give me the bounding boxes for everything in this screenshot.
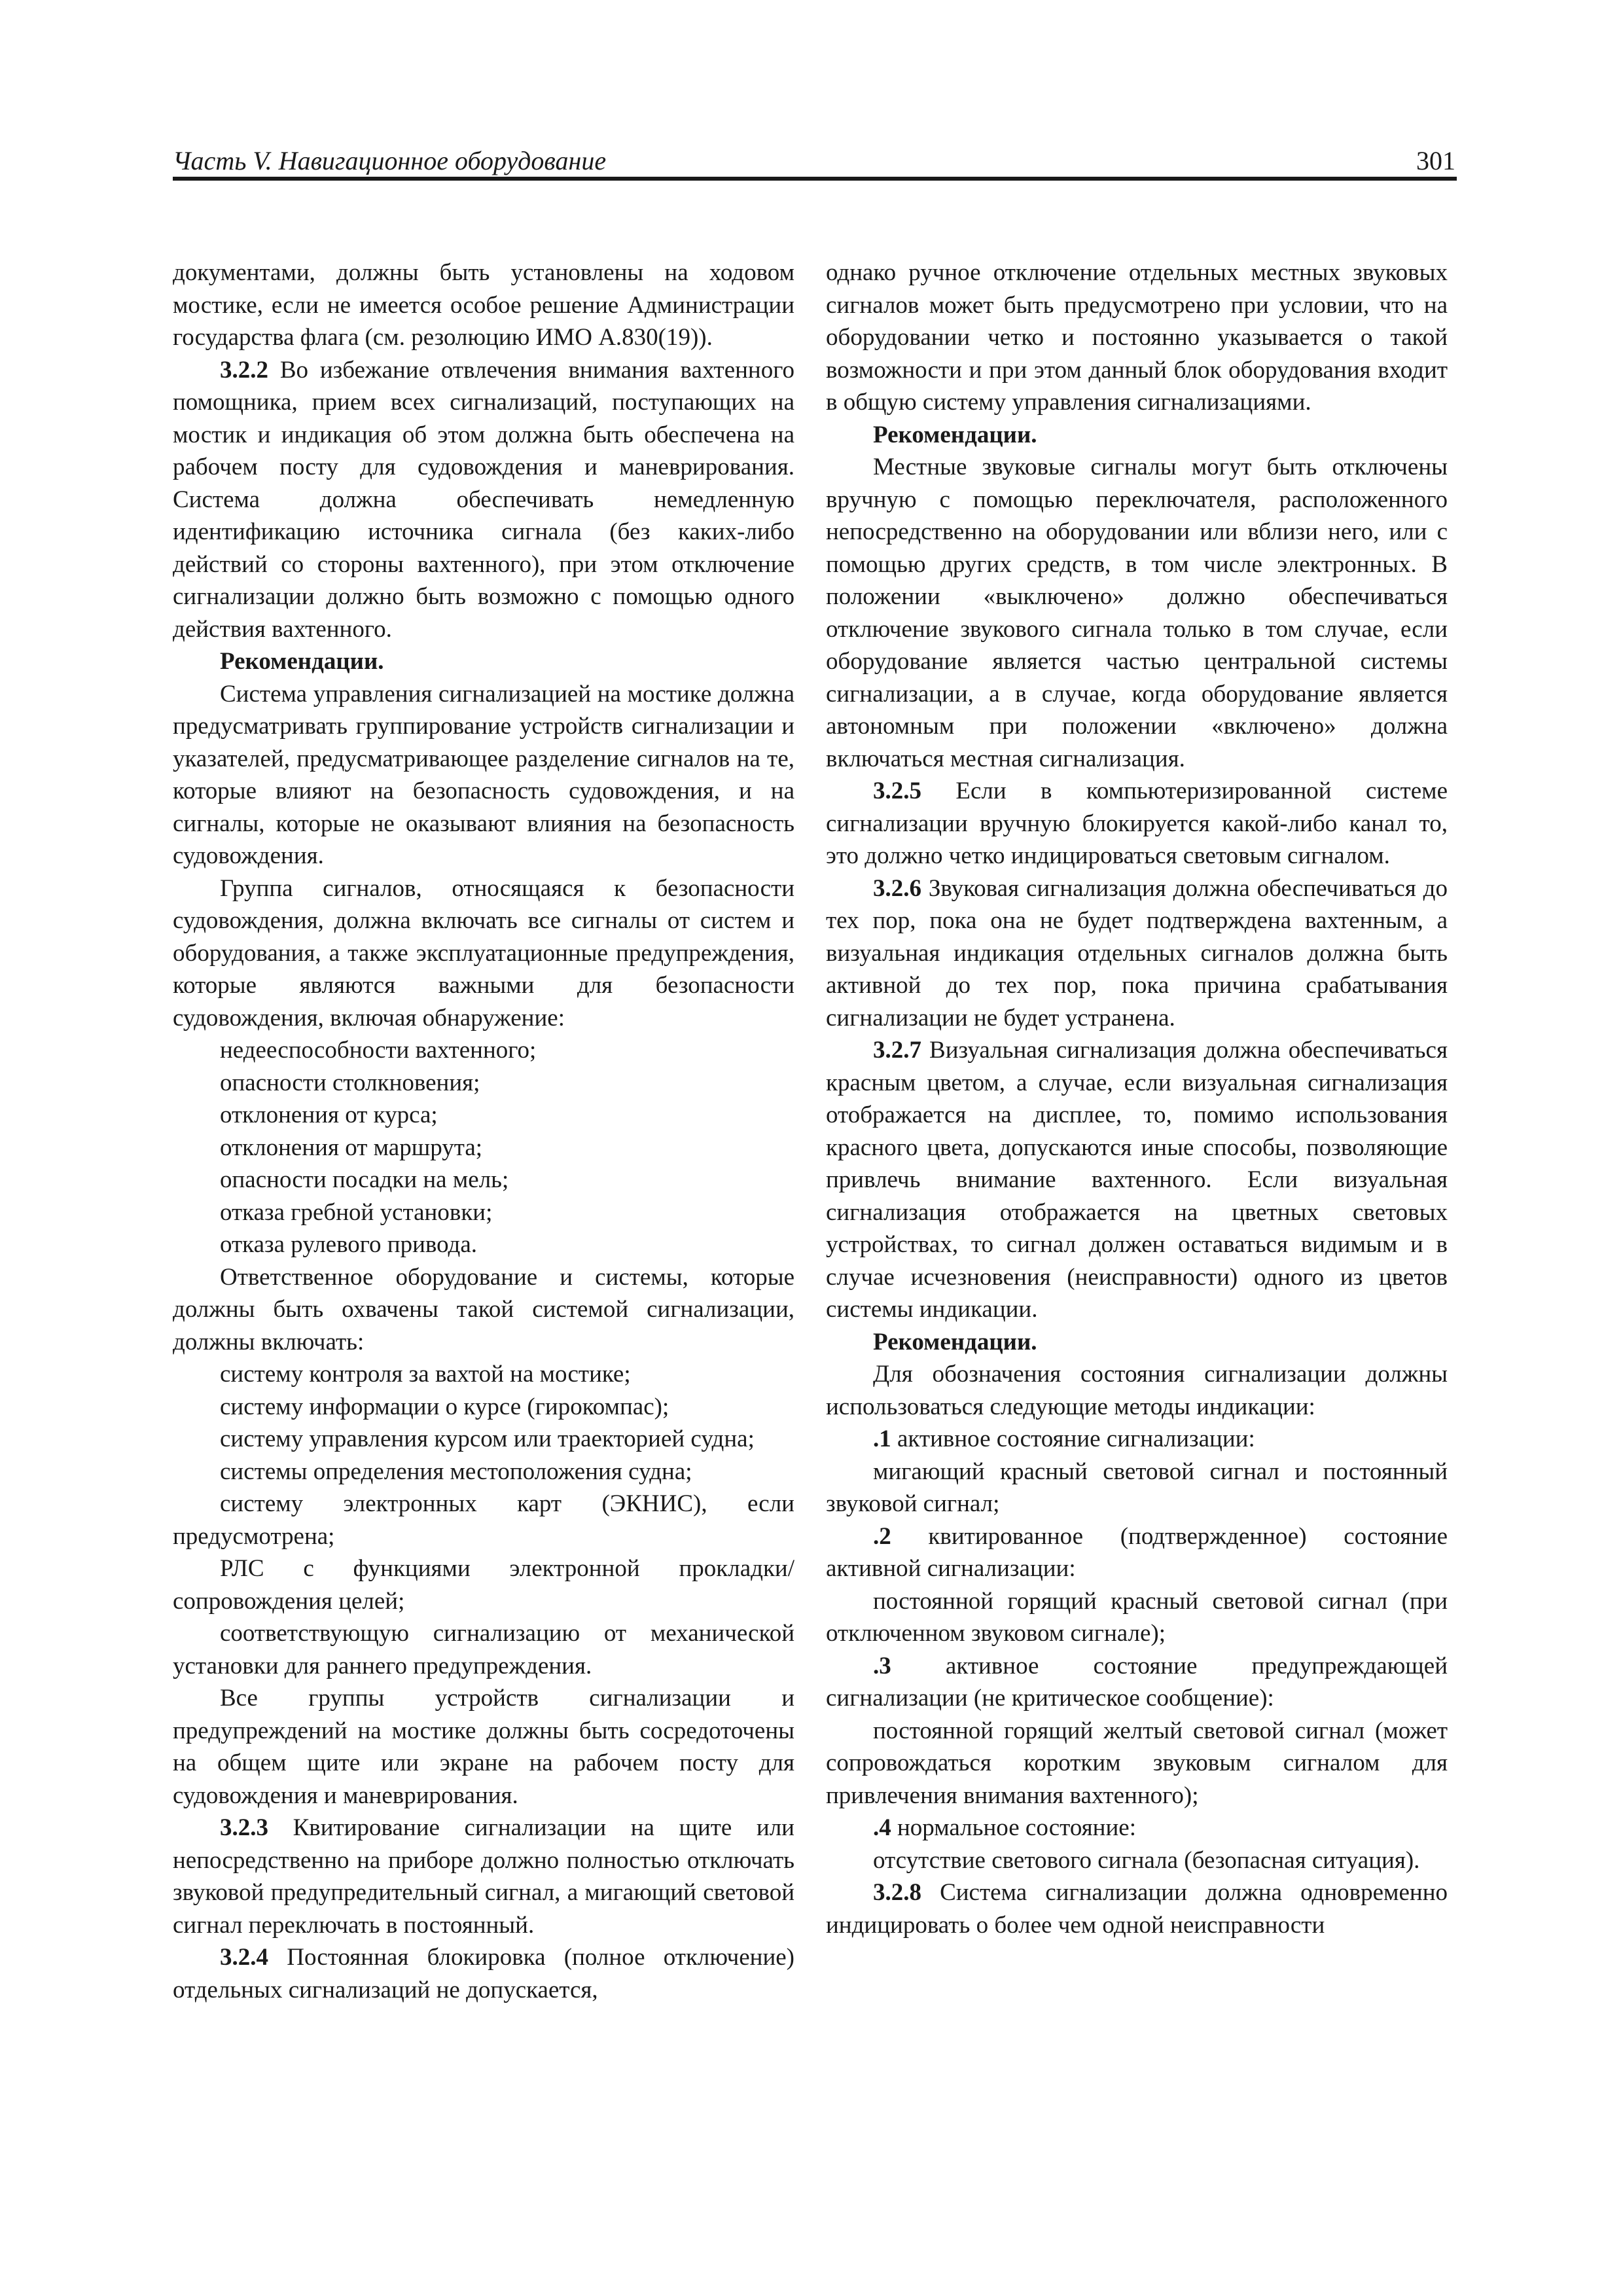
recommendations-heading: Рекомендации.	[873, 421, 1037, 448]
section-number: 3.2.4	[220, 1944, 268, 1971]
section-text: Если в компьютеризированной системе сигнализации вручную блокируется какой-либо канал то, это должно четко индицироваться световым сигналом.	[826, 778, 1448, 869]
left-column	[173, 257, 794, 2006]
page-header	[173, 140, 1455, 179]
paragraph: Местные звуковые сигналы могут быть отключены вручную с помощью переключателя, расположенного непосредственно на оборудовании или вблизи него, или с помощью других средств, в том числе электронных. В положении «выключено» должно обеспечиваться отключение звукового сигнала только в том случае, если оборудование является частью центральной системы сигнализации, а в случае, когда оборудование является автономным при положении «включено» должна включаться местная сигнализация.	[826, 454, 1448, 772]
paragraph: однако ручное отключение отдельных местных звуковых сигналов может быть предусмотрено при условии, что на оборудовании четко и постоянно указывается о такой возможности и при этом данный блок оборудования входит в общую систему управления сигнализациями.	[826, 259, 1448, 416]
paragraph-3-2-5	[826, 775, 1448, 872]
paragraph: документами, должны быть установлены на ходовом мостике, если не имеется особое решение Администрации государства флага (см. резолюцию ИМО А.830(19)).	[173, 259, 794, 351]
section-text: Звуковая сигнализация должна обеспечиваться до тех пор, пока она не будет подтверждена вахтенным, а визуальная индикация отдельных сигналов должна быть активной до тех пор, пока причина срабатывания сигнализации не будет устранена.	[826, 874, 1448, 1031]
item-text: активное состояние сигнализации:	[891, 1426, 1255, 1452]
paragraph: постоянной горящий красный световой сигнал (при отключенном звуковом сигнале);	[826, 1587, 1448, 1647]
paragraph: Для обозначения состояния сигнализации должны использоваться следующие методы индикации:	[826, 1361, 1448, 1420]
paragraph: Ответственное оборудование и системы, которые должны быть охвачены такой системой сигнализации, должны включать:	[173, 1263, 794, 1355]
paragraph-3-2-8	[826, 1876, 1448, 1941]
section-text: Система сигнализации должна одновременно индицировать о более чем одной неисправности	[826, 1879, 1448, 1939]
item-number: .3	[873, 1652, 891, 1679]
recommendations-heading: Рекомендации.	[873, 1328, 1037, 1355]
state-item-1	[826, 1423, 1448, 1456]
section-number: 3.2.6	[873, 874, 921, 902]
running-title: Часть V. Навигационное оборудование	[173, 146, 607, 175]
section-text: Во избежание отвлечения внимания вахтенного помощника, прием всех сигнализаций, поступающих на мостик и индикация об этом должна быть обеспечена на рабочем посту для судовождения и маневрирования. Система должна обеспечивать немедленную идентификацию источника сигнала (без каких-либо действий со стороны вахтенного), при этом отключение сигнализации должно быть возможно с помощью одного действия вахтенного.	[173, 356, 794, 643]
section-number: 3.2.7	[873, 1037, 921, 1064]
item-text: нормальное состояние:	[891, 1814, 1136, 1841]
item-number: .2	[873, 1522, 891, 1550]
paragraph-3-2-2	[173, 354, 794, 646]
section-number: 3.2.5	[873, 778, 921, 804]
item-text: активное состояние предупреждающей сигнализации (не критическое сообщение):	[826, 1652, 1448, 1712]
state-item-3	[826, 1650, 1448, 1715]
list-item: отклонения от маршрута;	[220, 1134, 483, 1161]
state-item-2	[826, 1520, 1448, 1585]
section-text: Квитирование сигнализации на щите или непосредственно на приборе должно полностью отключать звуковой предупредительный сигнал, а мигающий световой сигнал переключать в постоянный.	[173, 1814, 794, 1939]
section-number: 3.2.2	[220, 356, 268, 384]
item-number: .4	[873, 1814, 891, 1841]
list-item: отказа гребной установки;	[220, 1198, 493, 1226]
paragraph: Все группы устройств сигнализации и предупреждений на мостике должны быть сосредоточены на общем щите или экране на рабочем посту для судовождения и маневрирования.	[173, 1685, 794, 1809]
list-item: опасности посадки на мель;	[220, 1166, 509, 1193]
paragraph: мигающий красный световой сигнал и постоянный звуковой сигнал;	[826, 1458, 1448, 1517]
list-item: систему информации о курсе (гирокомпас);	[220, 1393, 669, 1420]
section-number: 3.2.3	[220, 1814, 268, 1841]
paragraph-3-2-6	[826, 872, 1448, 1035]
list-item: отклонения от курса;	[220, 1102, 438, 1128]
header-rule	[173, 177, 1457, 181]
paragraph-3-2-7	[826, 1034, 1448, 1326]
paragraph: постоянной горящий желтый световой сигнал (может сопровождаться коротким звуковым сигналом для привлечения внимания вахтенного);	[826, 1717, 1448, 1809]
section-number: 3.2.8	[873, 1879, 921, 1906]
list-item: отказа рулевого привода.	[220, 1231, 478, 1258]
list-item: соответствующую сигнализацию от механической установки для раннего предупреждения.	[173, 1620, 794, 1679]
list-item: системы определения местоположения судна;	[220, 1458, 692, 1485]
section-text: Визуальная сигнализация должна обеспечиваться красным цветом, а случае, если визуальная сигнализация отображается на дисплее, то, помимо использования красного цвета, допускаются иные способы, позволяющие привлечь внимание вахтенного. Если визуальная сигнализация отображается на цветных световых устройствах, то сигнал должен оставаться видимым и в случае исчезновения (неисправности) одного из цветов системы индикации.	[826, 1037, 1448, 1323]
recommendations-heading: Рекомендации.	[220, 648, 384, 675]
list-item: недееспособности вахтенного;	[220, 1037, 537, 1064]
paragraph: отсутствие светового сигнала (безопасная ситуация).	[873, 1846, 1420, 1874]
list-item: систему контроля за вахтой на мостике;	[220, 1361, 631, 1388]
section-text: Постоянная блокировка (полное отключение) отдельных сигнализаций не допускается,	[173, 1944, 794, 2003]
state-item-4	[826, 1812, 1448, 1844]
list-item: РЛС с функциями электронной прокладки/ сопровождения целей;	[173, 1555, 794, 1615]
paragraph: Группа сигналов, относящаяся к безопасности судовождения, должна включать все сигналы от систем и оборудования, а также эксплуатационные предупреждения, которые являются важными для безопасности судовождения, включая обнаружение:	[173, 874, 794, 1031]
item-text: квитированное (подтвержденное) состояние активной сигнализации:	[826, 1522, 1448, 1582]
item-number: .1	[873, 1426, 891, 1452]
paragraph-3-2-4	[173, 1941, 794, 2006]
paragraph: Система управления сигнализацией на мостике должна предусматривать группирование устройств сигнализации и указателей, предусматривающее разделение сигналов на те, которые влияют на безопасность судовождения, и на сигналы, которые не оказывают влияния на безопасность судовождения.	[173, 680, 794, 869]
right-column	[826, 257, 1448, 1941]
page-number: 301	[1416, 146, 1455, 175]
list-item: опасности столкновения;	[220, 1069, 480, 1096]
paragraph-3-2-3	[173, 1812, 794, 1941]
list-item: систему управления курсом или траекторией судна;	[220, 1426, 755, 1452]
list-item: систему электронных карт (ЭКНИС), если предусмотрена;	[173, 1490, 794, 1550]
